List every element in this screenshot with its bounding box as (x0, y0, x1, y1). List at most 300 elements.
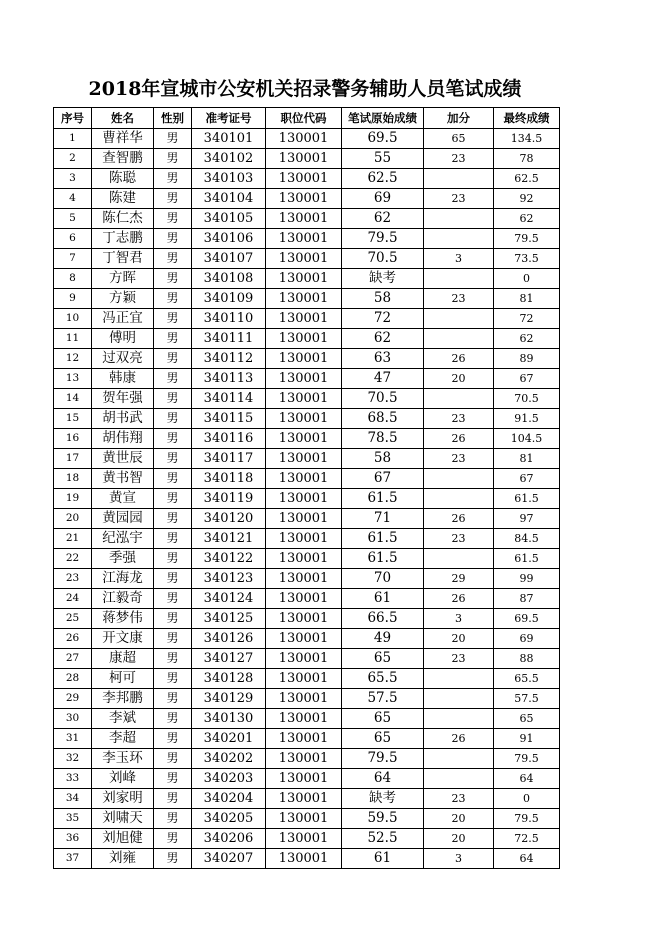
cell-exam-no: 340207 (192, 849, 266, 869)
cell-exam-no: 340204 (192, 789, 266, 809)
cell-gender: 男 (154, 189, 192, 209)
cell-name: 刘啸天 (92, 809, 154, 829)
cell-position-code: 130001 (266, 509, 342, 529)
cell-gender: 男 (154, 809, 192, 829)
cell-raw-score: 79.5 (342, 749, 424, 769)
col-header-bonus: 加分 (424, 108, 494, 129)
cell-position-code: 130001 (266, 409, 342, 429)
cell-name: 方颖 (92, 289, 154, 309)
cell-gender: 男 (154, 349, 192, 369)
cell-bonus (424, 309, 494, 329)
cell-no: 26 (54, 629, 92, 649)
cell-raw-score: 47 (342, 369, 424, 389)
cell-position-code: 130001 (266, 589, 342, 609)
cell-name: 陈仁杰 (92, 209, 154, 229)
cell-raw-score: 61 (342, 849, 424, 869)
table-row (54, 809, 560, 829)
table-row (54, 389, 560, 409)
cell-bonus: 23 (424, 289, 494, 309)
cell-name: 刘家明 (92, 789, 154, 809)
cell-final-score: 0 (494, 789, 560, 809)
cell-final-score: 65.5 (494, 669, 560, 689)
cell-bonus: 26 (424, 509, 494, 529)
cell-position-code: 130001 (266, 529, 342, 549)
cell-name: 李斌 (92, 709, 154, 729)
table-row (54, 189, 560, 209)
cell-position-code: 130001 (266, 209, 342, 229)
cell-final-score: 81 (494, 449, 560, 469)
cell-final-score: 134.5 (494, 129, 560, 149)
cell-gender: 男 (154, 749, 192, 769)
cell-exam-no: 340128 (192, 669, 266, 689)
cell-no: 15 (54, 409, 92, 429)
cell-gender: 男 (154, 669, 192, 689)
cell-position-code: 130001 (266, 609, 342, 629)
cell-bonus (424, 749, 494, 769)
cell-exam-no: 340106 (192, 229, 266, 249)
cell-name: 开文康 (92, 629, 154, 649)
cell-bonus: 23 (424, 449, 494, 469)
cell-raw-score: 66.5 (342, 609, 424, 629)
table-row (54, 249, 560, 269)
cell-bonus (424, 709, 494, 729)
cell-bonus (424, 689, 494, 709)
cell-gender: 男 (154, 289, 192, 309)
col-header-name: 姓名 (92, 108, 154, 129)
cell-no: 4 (54, 189, 92, 209)
cell-raw-score: 70 (342, 569, 424, 589)
cell-final-score: 67 (494, 369, 560, 389)
cell-no: 22 (54, 549, 92, 569)
cell-no: 35 (54, 809, 92, 829)
cell-position-code: 130001 (266, 649, 342, 669)
cell-bonus: 23 (424, 649, 494, 669)
cell-final-score: 70.5 (494, 389, 560, 409)
cell-position-code: 130001 (266, 329, 342, 349)
table-row (54, 309, 560, 329)
cell-exam-no: 340112 (192, 349, 266, 369)
cell-bonus: 20 (424, 829, 494, 849)
cell-bonus (424, 169, 494, 189)
col-header-raw-score: 笔试原始成绩 (342, 108, 424, 129)
cell-no: 34 (54, 789, 92, 809)
cell-no: 21 (54, 529, 92, 549)
cell-raw-score: 70.5 (342, 389, 424, 409)
cell-gender: 男 (154, 789, 192, 809)
cell-bonus: 20 (424, 809, 494, 829)
cell-gender: 男 (154, 769, 192, 789)
cell-position-code: 130001 (266, 129, 342, 149)
cell-no: 13 (54, 369, 92, 389)
cell-exam-no: 340120 (192, 509, 266, 529)
cell-exam-no: 340116 (192, 429, 266, 449)
cell-raw-score: 58 (342, 449, 424, 469)
cell-raw-score: 57.5 (342, 689, 424, 709)
cell-gender: 男 (154, 709, 192, 729)
cell-exam-no: 340103 (192, 169, 266, 189)
cell-raw-score: 缺考 (342, 789, 424, 809)
cell-exam-no: 340114 (192, 389, 266, 409)
table-row (54, 229, 560, 249)
cell-final-score: 79.5 (494, 229, 560, 249)
cell-gender: 男 (154, 629, 192, 649)
table-row (54, 489, 560, 509)
cell-bonus: 26 (424, 729, 494, 749)
cell-final-score: 79.5 (494, 809, 560, 829)
cell-name: 刘雍 (92, 849, 154, 869)
cell-final-score: 61.5 (494, 549, 560, 569)
cell-name: 丁志鹏 (92, 229, 154, 249)
cell-bonus: 29 (424, 569, 494, 589)
cell-raw-score: 65 (342, 709, 424, 729)
table-row (54, 669, 560, 689)
cell-name: 李邦鹏 (92, 689, 154, 709)
cell-raw-score: 61.5 (342, 549, 424, 569)
table-row (54, 629, 560, 649)
cell-exam-no: 340202 (192, 749, 266, 769)
cell-position-code: 130001 (266, 749, 342, 769)
table-row (54, 449, 560, 469)
table-row (54, 649, 560, 669)
cell-exam-no: 340122 (192, 549, 266, 569)
cell-position-code: 130001 (266, 469, 342, 489)
cell-gender: 男 (154, 649, 192, 669)
cell-final-score: 91.5 (494, 409, 560, 429)
cell-position-code: 130001 (266, 689, 342, 709)
cell-name: 黄园园 (92, 509, 154, 529)
cell-final-score: 79.5 (494, 749, 560, 769)
cell-final-score: 73.5 (494, 249, 560, 269)
table-row (54, 369, 560, 389)
cell-raw-score: 62.5 (342, 169, 424, 189)
cell-raw-score: 61.5 (342, 529, 424, 549)
cell-name: 柯可 (92, 669, 154, 689)
cell-no: 20 (54, 509, 92, 529)
cell-raw-score: 62 (342, 329, 424, 349)
cell-name: 黄世辰 (92, 449, 154, 469)
cell-name: 胡伟翔 (92, 429, 154, 449)
cell-name: 黄宣 (92, 489, 154, 509)
cell-exam-no: 340113 (192, 369, 266, 389)
cell-bonus: 26 (424, 589, 494, 609)
cell-gender: 男 (154, 509, 192, 529)
cell-position-code: 130001 (266, 309, 342, 329)
cell-final-score: 91 (494, 729, 560, 749)
cell-bonus (424, 669, 494, 689)
table-row (54, 789, 560, 809)
table-row (54, 169, 560, 189)
cell-final-score: 67 (494, 469, 560, 489)
cell-bonus: 3 (424, 609, 494, 629)
cell-gender: 男 (154, 549, 192, 569)
cell-position-code: 130001 (266, 389, 342, 409)
col-header-exam-no: 准考证号 (192, 108, 266, 129)
cell-no: 3 (54, 169, 92, 189)
cell-bonus: 23 (424, 529, 494, 549)
cell-name: 过双亮 (92, 349, 154, 369)
cell-gender: 男 (154, 409, 192, 429)
table-row (54, 409, 560, 429)
cell-gender: 男 (154, 469, 192, 489)
cell-final-score: 78 (494, 149, 560, 169)
cell-bonus (424, 209, 494, 229)
cell-no: 7 (54, 249, 92, 269)
cell-name: 纪泓宇 (92, 529, 154, 549)
cell-gender: 男 (154, 329, 192, 349)
cell-final-score: 99 (494, 569, 560, 589)
cell-raw-score: 69 (342, 189, 424, 209)
cell-gender: 男 (154, 389, 192, 409)
cell-no: 27 (54, 649, 92, 669)
cell-final-score: 84.5 (494, 529, 560, 549)
col-header-final-score: 最终成绩 (494, 108, 560, 129)
cell-bonus: 20 (424, 369, 494, 389)
cell-position-code: 130001 (266, 709, 342, 729)
cell-exam-no: 340108 (192, 269, 266, 289)
cell-final-score: 104.5 (494, 429, 560, 449)
cell-gender: 男 (154, 209, 192, 229)
cell-no: 19 (54, 489, 92, 509)
cell-bonus: 26 (424, 429, 494, 449)
cell-position-code: 130001 (266, 829, 342, 849)
cell-raw-score: 49 (342, 629, 424, 649)
cell-raw-score: 62 (342, 209, 424, 229)
cell-raw-score: 缺考 (342, 269, 424, 289)
cell-final-score: 81 (494, 289, 560, 309)
cell-position-code: 130001 (266, 569, 342, 589)
cell-no: 9 (54, 289, 92, 309)
table-row (54, 509, 560, 529)
cell-gender: 男 (154, 269, 192, 289)
cell-bonus (424, 229, 494, 249)
cell-gender: 男 (154, 249, 192, 269)
cell-gender: 男 (154, 309, 192, 329)
cell-exam-no: 340206 (192, 829, 266, 849)
cell-gender: 男 (154, 569, 192, 589)
cell-raw-score: 78.5 (342, 429, 424, 449)
cell-final-score: 69 (494, 629, 560, 649)
cell-position-code: 130001 (266, 549, 342, 569)
cell-final-score: 62 (494, 329, 560, 349)
cell-position-code: 130001 (266, 289, 342, 309)
cell-raw-score: 70.5 (342, 249, 424, 269)
cell-gender: 男 (154, 129, 192, 149)
cell-exam-no: 340129 (192, 689, 266, 709)
cell-name: 韩康 (92, 369, 154, 389)
cell-no: 6 (54, 229, 92, 249)
cell-final-score: 62 (494, 209, 560, 229)
cell-raw-score: 79.5 (342, 229, 424, 249)
cell-raw-score: 64 (342, 769, 424, 789)
cell-exam-no: 340117 (192, 449, 266, 469)
table-row (54, 329, 560, 349)
cell-gender: 男 (154, 689, 192, 709)
cell-no: 12 (54, 349, 92, 369)
cell-raw-score: 61 (342, 589, 424, 609)
cell-raw-score: 55 (342, 149, 424, 169)
cell-bonus: 23 (424, 149, 494, 169)
cell-no: 11 (54, 329, 92, 349)
cell-no: 33 (54, 769, 92, 789)
cell-raw-score: 52.5 (342, 829, 424, 849)
cell-bonus: 3 (424, 249, 494, 269)
cell-exam-no: 340107 (192, 249, 266, 269)
cell-raw-score: 69.5 (342, 129, 424, 149)
cell-position-code: 130001 (266, 349, 342, 369)
table-row (54, 429, 560, 449)
cell-gender: 男 (154, 829, 192, 849)
cell-exam-no: 340121 (192, 529, 266, 549)
cell-bonus (424, 389, 494, 409)
cell-exam-no: 340115 (192, 409, 266, 429)
cell-no: 31 (54, 729, 92, 749)
cell-raw-score: 59.5 (342, 809, 424, 829)
cell-final-score: 69.5 (494, 609, 560, 629)
cell-bonus (424, 489, 494, 509)
cell-name: 黄书智 (92, 469, 154, 489)
cell-final-score: 64 (494, 849, 560, 869)
cell-exam-no: 340123 (192, 569, 266, 589)
cell-no: 28 (54, 669, 92, 689)
cell-name: 康超 (92, 649, 154, 669)
cell-position-code: 130001 (266, 149, 342, 169)
cell-position-code: 130001 (266, 729, 342, 749)
cell-bonus: 65 (424, 129, 494, 149)
cell-position-code: 130001 (266, 429, 342, 449)
col-header-no: 序号 (54, 108, 92, 129)
cell-raw-score: 68.5 (342, 409, 424, 429)
table-row (54, 469, 560, 489)
cell-final-score: 89 (494, 349, 560, 369)
cell-bonus (424, 769, 494, 789)
cell-bonus (424, 329, 494, 349)
cell-raw-score: 61.5 (342, 489, 424, 509)
cell-name: 傅明 (92, 329, 154, 349)
table-row (54, 689, 560, 709)
cell-name: 李超 (92, 729, 154, 749)
cell-name: 江海龙 (92, 569, 154, 589)
cell-gender: 男 (154, 849, 192, 869)
cell-bonus: 3 (424, 849, 494, 869)
cell-exam-no: 340118 (192, 469, 266, 489)
cell-final-score: 57.5 (494, 689, 560, 709)
cell-exam-no: 340105 (192, 209, 266, 229)
cell-gender: 男 (154, 609, 192, 629)
cell-raw-score: 58 (342, 289, 424, 309)
cell-position-code: 130001 (266, 489, 342, 509)
table-row (54, 749, 560, 769)
cell-final-score: 87 (494, 589, 560, 609)
cell-exam-no: 340201 (192, 729, 266, 749)
cell-raw-score: 72 (342, 309, 424, 329)
cell-position-code: 130001 (266, 269, 342, 289)
table-row (54, 729, 560, 749)
cell-exam-no: 340119 (192, 489, 266, 509)
cell-exam-no: 340130 (192, 709, 266, 729)
cell-no: 18 (54, 469, 92, 489)
cell-name: 陈建 (92, 189, 154, 209)
cell-raw-score: 63 (342, 349, 424, 369)
cell-final-score: 61.5 (494, 489, 560, 509)
cell-exam-no: 340124 (192, 589, 266, 609)
cell-no: 29 (54, 689, 92, 709)
cell-exam-no: 340110 (192, 309, 266, 329)
cell-position-code: 130001 (266, 809, 342, 829)
cell-final-score: 65 (494, 709, 560, 729)
table-row (54, 549, 560, 569)
table-row (54, 149, 560, 169)
cell-position-code: 130001 (266, 249, 342, 269)
cell-no: 36 (54, 829, 92, 849)
cell-raw-score: 65 (342, 729, 424, 749)
cell-bonus (424, 469, 494, 489)
cell-exam-no: 340101 (192, 129, 266, 149)
cell-exam-no: 340111 (192, 329, 266, 349)
cell-bonus: 23 (424, 789, 494, 809)
col-header-gender: 性别 (154, 108, 192, 129)
cell-no: 10 (54, 309, 92, 329)
cell-no: 8 (54, 269, 92, 289)
cell-final-score: 72 (494, 309, 560, 329)
cell-raw-score: 67 (342, 469, 424, 489)
table-row (54, 209, 560, 229)
cell-name: 丁智君 (92, 249, 154, 269)
cell-raw-score: 65 (342, 649, 424, 669)
cell-no: 16 (54, 429, 92, 449)
cell-raw-score: 65.5 (342, 669, 424, 689)
table-row (54, 709, 560, 729)
cell-position-code: 130001 (266, 369, 342, 389)
cell-exam-no: 340125 (192, 609, 266, 629)
cell-name: 刘旭健 (92, 829, 154, 849)
cell-name: 冯正宜 (92, 309, 154, 329)
table-header-row (54, 108, 560, 129)
cell-bonus: 20 (424, 629, 494, 649)
table-row (54, 349, 560, 369)
table-row (54, 589, 560, 609)
cell-name: 查智鹏 (92, 149, 154, 169)
cell-name: 曹祥华 (92, 129, 154, 149)
cell-exam-no: 340203 (192, 769, 266, 789)
cell-final-score: 72.5 (494, 829, 560, 849)
cell-position-code: 130001 (266, 769, 342, 789)
table-row (54, 609, 560, 629)
cell-exam-no: 340126 (192, 629, 266, 649)
cell-position-code: 130001 (266, 169, 342, 189)
table-row (54, 269, 560, 289)
cell-gender: 男 (154, 449, 192, 469)
cell-no: 2 (54, 149, 92, 169)
cell-exam-no: 340205 (192, 809, 266, 829)
page-title: 2018年宣城市公安机关招录警务辅助人员笔试成绩 (88, 78, 522, 100)
cell-exam-no: 340127 (192, 649, 266, 669)
cell-position-code: 130001 (266, 229, 342, 249)
table-row (54, 529, 560, 549)
cell-exam-no: 340102 (192, 149, 266, 169)
cell-final-score: 0 (494, 269, 560, 289)
cell-no: 14 (54, 389, 92, 409)
table-row (54, 129, 560, 149)
cell-no: 30 (54, 709, 92, 729)
cell-position-code: 130001 (266, 189, 342, 209)
cell-gender: 男 (154, 729, 192, 749)
cell-name: 陈聪 (92, 169, 154, 189)
cell-bonus: 23 (424, 409, 494, 429)
cell-gender: 男 (154, 489, 192, 509)
cell-final-score: 62.5 (494, 169, 560, 189)
cell-name: 刘峰 (92, 769, 154, 789)
cell-gender: 男 (154, 589, 192, 609)
